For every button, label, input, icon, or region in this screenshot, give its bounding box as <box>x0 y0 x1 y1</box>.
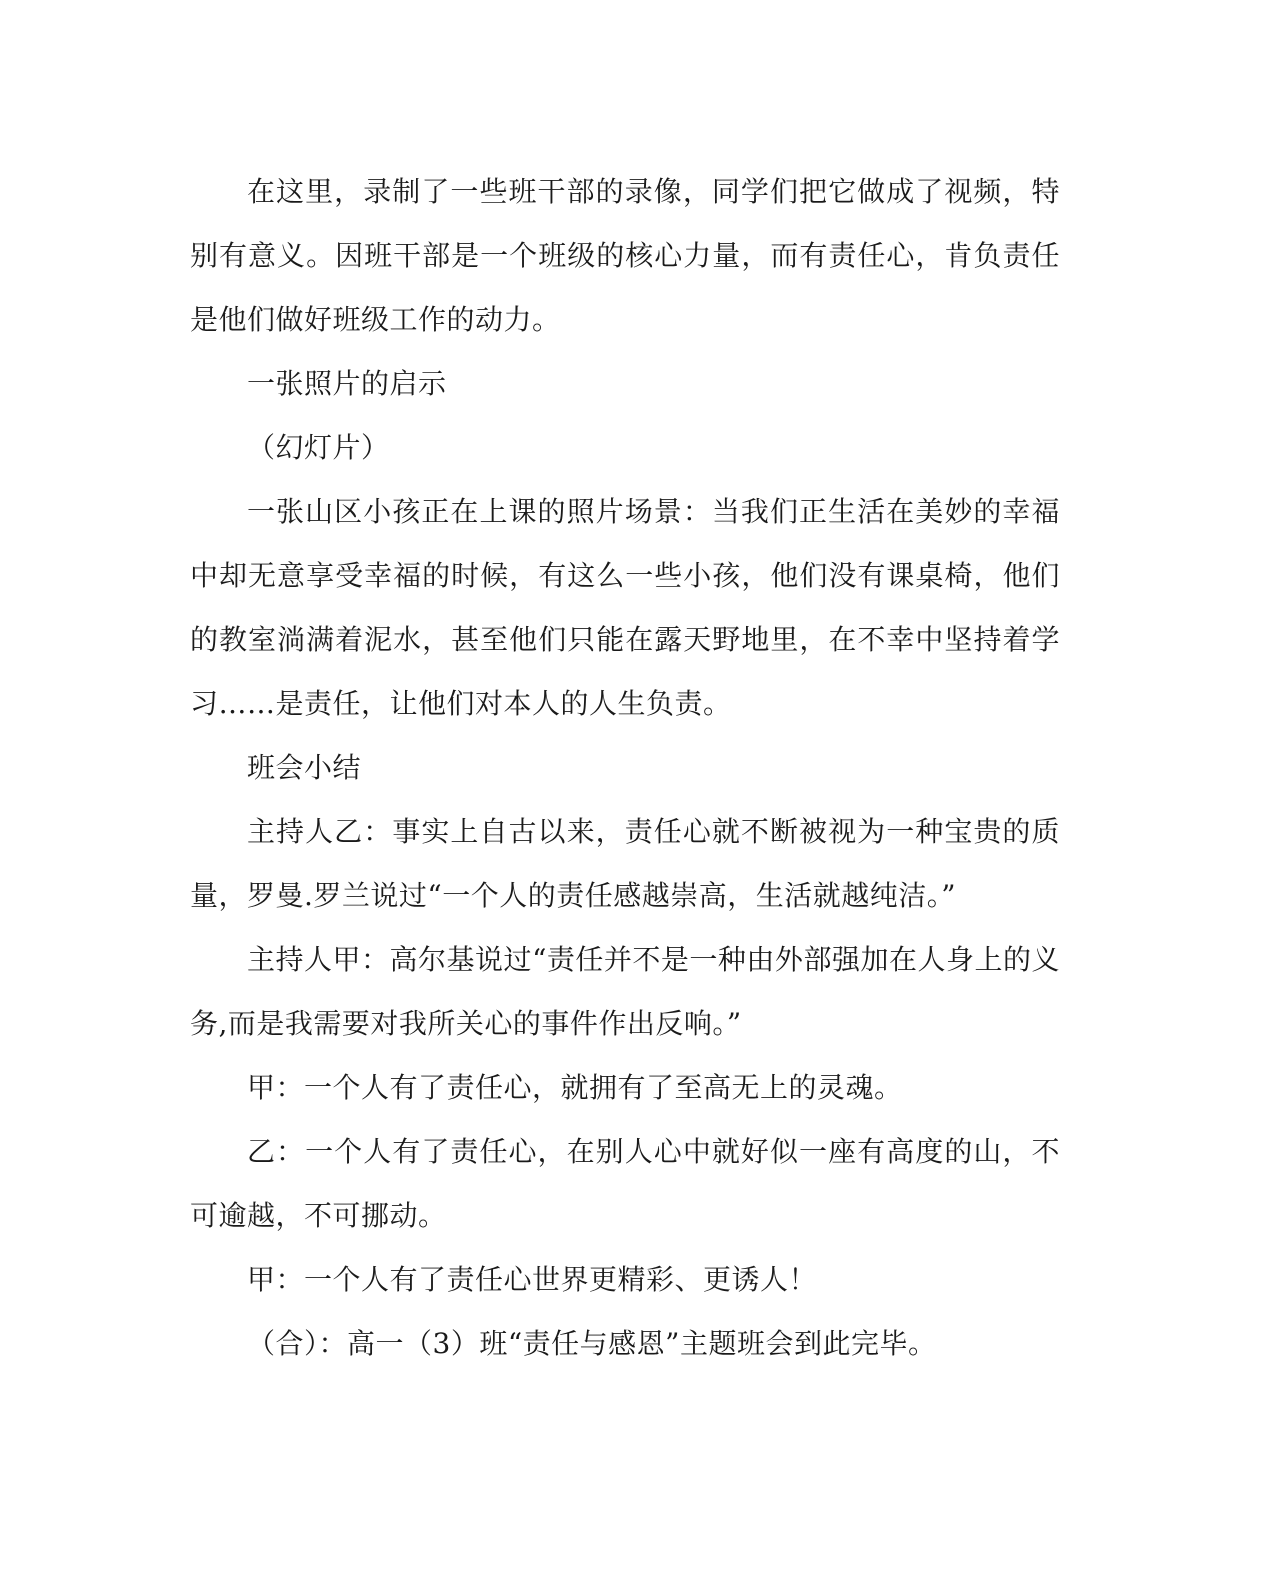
paragraph-a-soul: 甲：一个人有了责任心，就拥有了至高无上的灵魂。 <box>247 1071 903 1104</box>
paragraph-host-a-quote: 主持人甲：高尔基说过“责任并不是一种由外部强加在人身上的义务,而是我需要对我所关心的事件作出反响。” <box>190 943 1060 1040</box>
paragraph-class-cadre-video: 在这里，录制了一些班干部的录像，同学们把它做成了视频，特别有意义。因班干部是一个班级的核心力量，而有责任心，肯负责任是他们做好班级工作的动力。 <box>190 175 1060 336</box>
paragraph-host-b-quote: 主持人乙：事实上自古以来，责任心就不断被视为一种宝贵的质量，罗曼.罗兰说过“一个人的责任感越崇高，生活就越纯洁。” <box>190 815 1060 912</box>
paragraph-closing: （合）：高一（3）班“责任与感恩”主题班会到此完毕。 <box>247 1327 937 1360</box>
paragraph-photo-heading: 一张照片的启示 <box>247 367 447 400</box>
paragraph-summary-heading: 班会小结 <box>247 751 362 784</box>
paragraph-b-mountain: 乙：一个人有了责任心，在别人心中就好似一座有高度的山，不可逾越，不可挪动。 <box>190 1135 1060 1232</box>
paragraph-a-world: 甲：一个人有了责任心世界更精彩、更诱人！ <box>247 1263 818 1296</box>
paragraph-slideshow-note: （幻灯片） <box>247 431 390 464</box>
paragraph-mountain-children: 一张山区小孩正在上课的照片场景：当我们正生活在美妙的幸福中却无意享受幸福的时候，有这么一些小孩，他们没有课桌椅，他们的教室淌满着泥水，甚至他们只能在露天野地里，在不幸中坚持着学习……是责任，让他们对本人的人生负责。 <box>190 495 1060 720</box>
document-body <box>190 160 1060 1376</box>
